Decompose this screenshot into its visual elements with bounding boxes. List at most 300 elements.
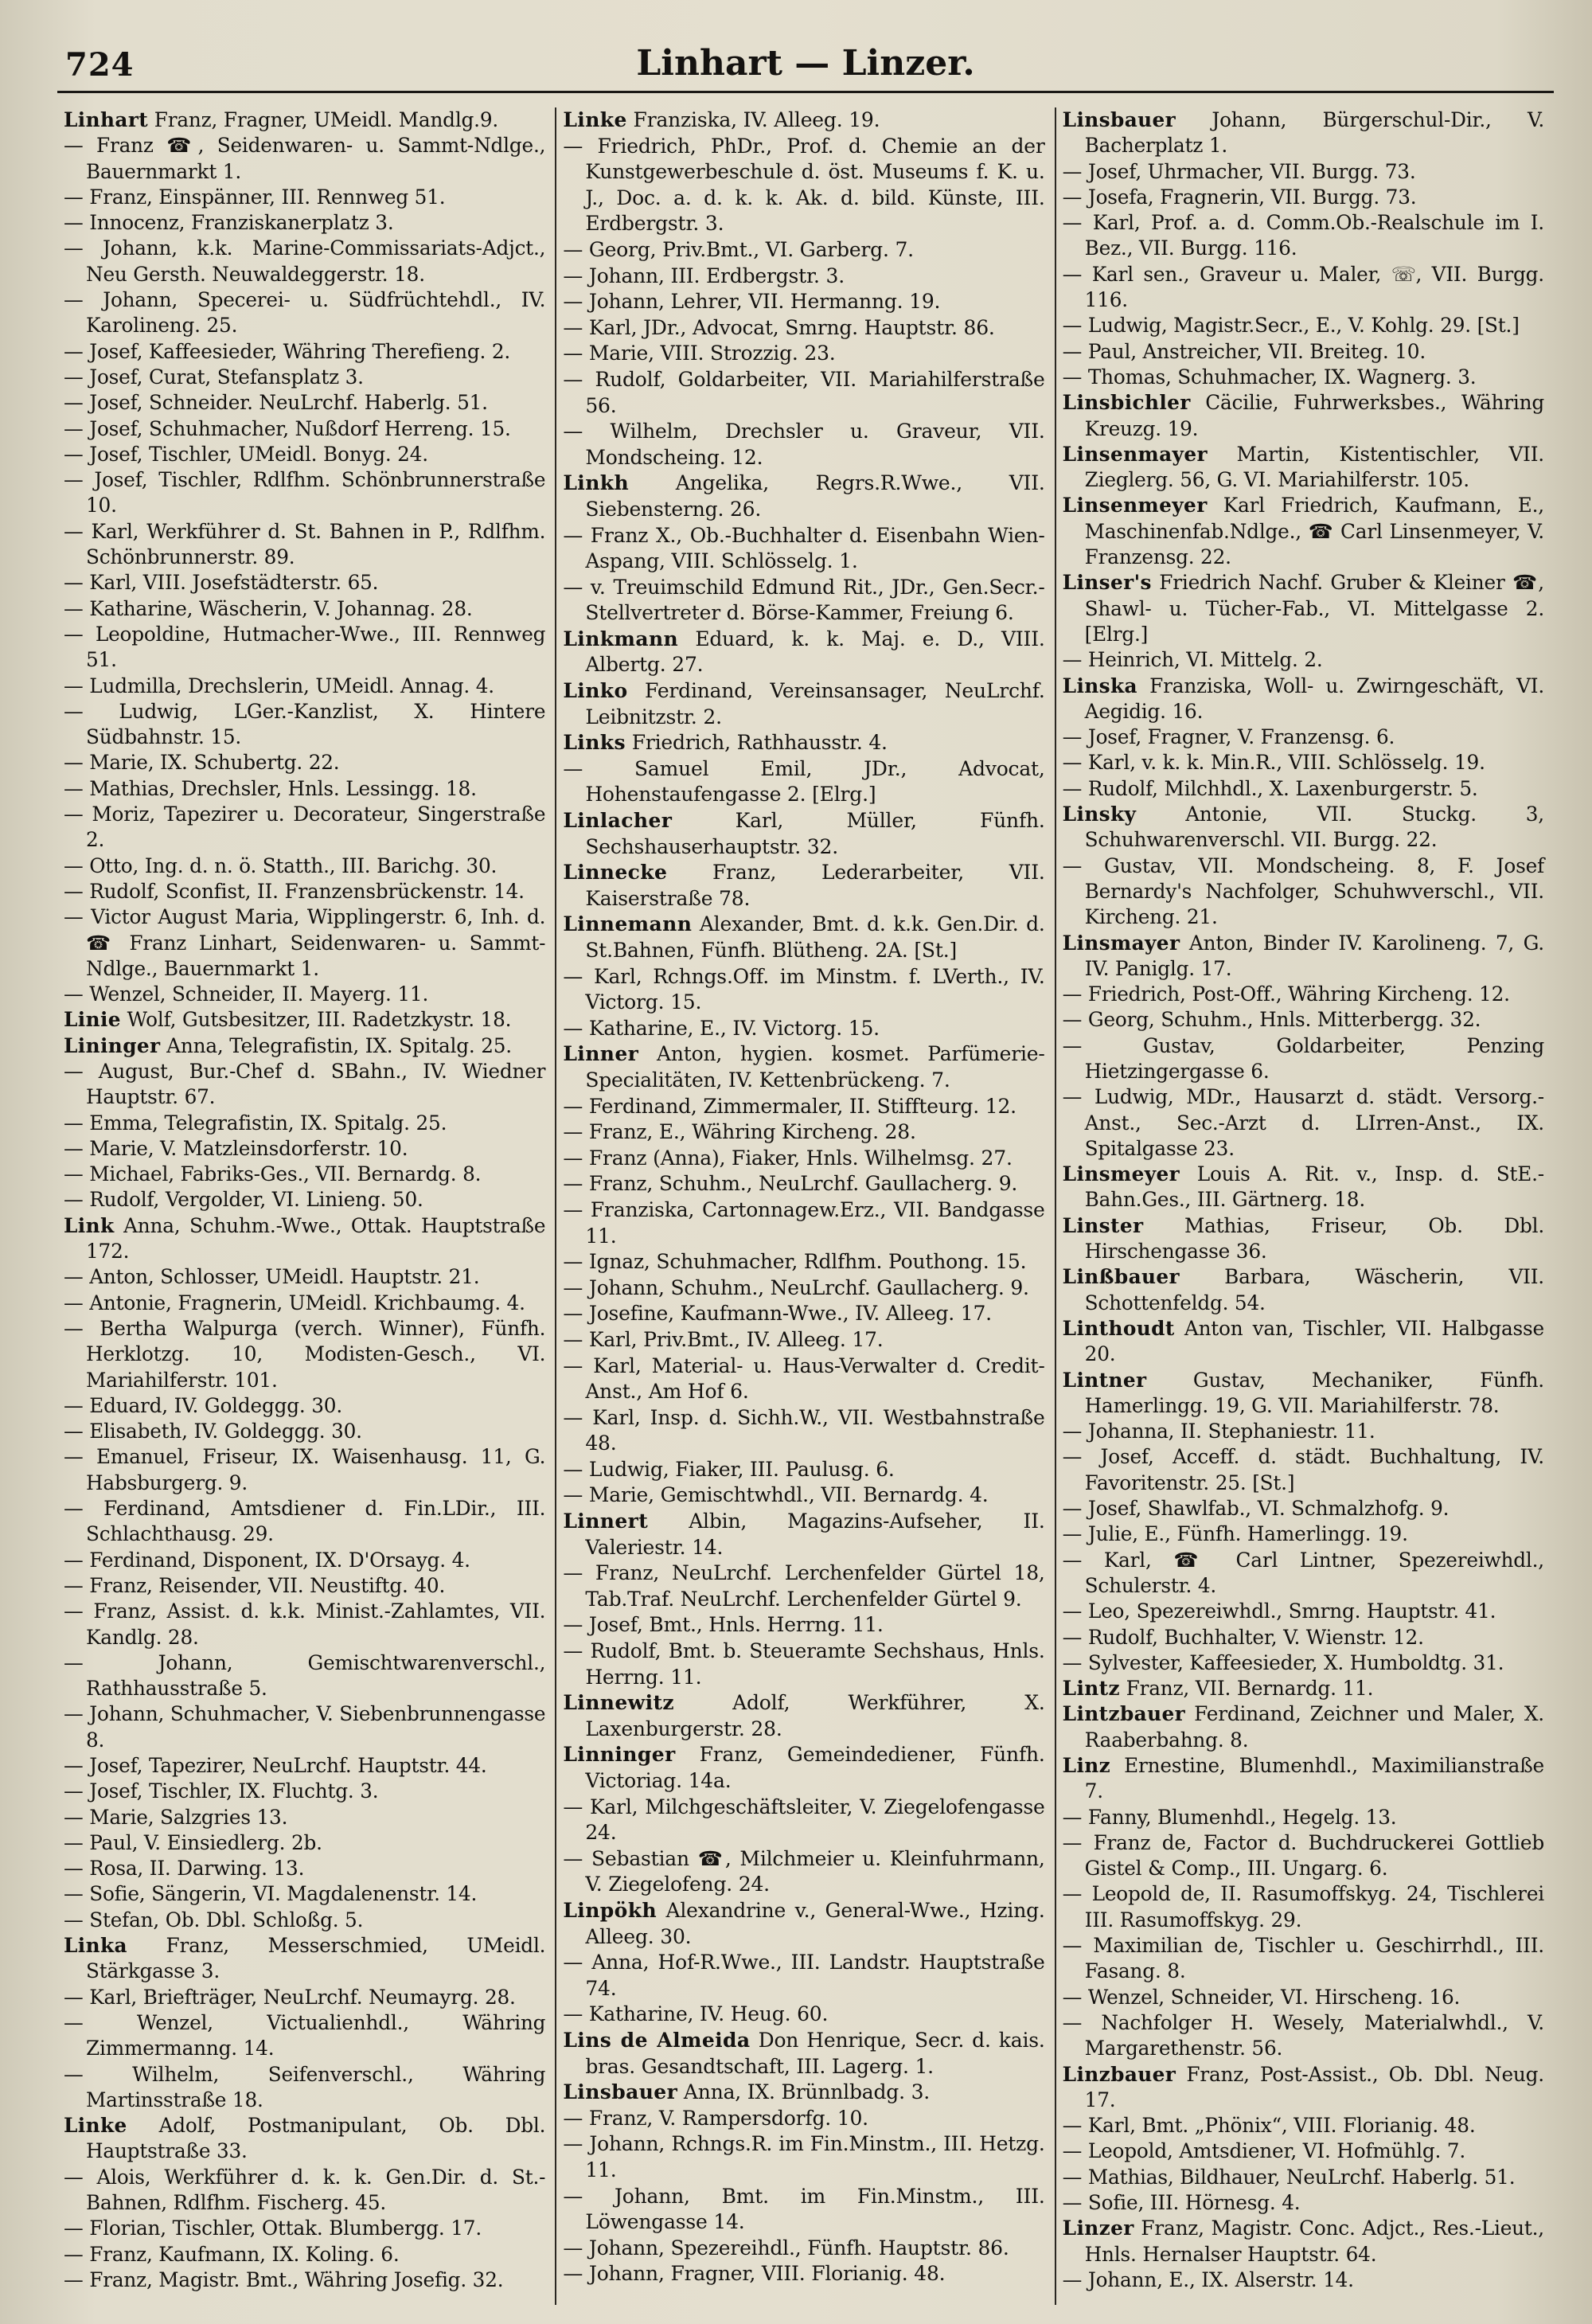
entry-text: — Alois, Werkführer d. k. k. Gen.Dir. d. St.-Bahnen, Rdlfhm. Fischerg. 45. bbox=[64, 2165, 546, 2215]
entry-text: — Josef, Curat, Stefansplatz 3. bbox=[64, 365, 364, 389]
directory-entry bbox=[563, 1171, 1044, 1197]
entry-surname: Linlacher bbox=[563, 809, 673, 833]
directory-entry bbox=[1063, 1599, 1544, 1624]
column-right bbox=[1055, 107, 1554, 2305]
columns bbox=[57, 107, 1554, 2305]
entry-text: — Josef, Tischler, IX. Fluchtg. 3. bbox=[64, 1779, 379, 1803]
entry-text: — Johanna, II. Stephaniestr. 11. bbox=[1062, 1420, 1375, 1443]
entry-surname: Linnert bbox=[563, 1510, 649, 1533]
entry-text: Franziska, Woll- u. Zwirngeschäft, VI. Aegidig. 16. bbox=[1084, 674, 1544, 723]
directory-entry bbox=[64, 904, 545, 982]
entry-text: — Katharine, E., IV. Victorg. 15. bbox=[563, 1016, 880, 1040]
entry-text: — Karl, ☎ Carl Lintner, Spezereiwhdl., Schulerstr. 4. bbox=[1062, 1548, 1544, 1597]
entry-text: — Ignaz, Schuhmacher, Rdlfhm. Pouthong. 15. bbox=[563, 1250, 1027, 1274]
directory-entry bbox=[1063, 725, 1544, 750]
entry-surname: Linsenmayer bbox=[1062, 442, 1208, 466]
entry-text: — Karl, Milchgeschäftsleiter, V. Ziegelofengasse 24. bbox=[563, 1795, 1045, 1845]
entry-text: — Karl, Material- u. Haus-Verwalter d. Credit-Anst., Am Hof 6. bbox=[563, 1353, 1045, 1404]
directory-entry bbox=[563, 367, 1044, 419]
entry-surname: Linninger bbox=[563, 1743, 676, 1767]
entry-text: Karl Friedrich, Kaufmann, E., Maschinenfab.Ndlge., ☎ Carl Linsenmeyer, V. Franzensg. 22. bbox=[1084, 494, 1544, 569]
entry-text: — Johann, Schuhmacher, V. Siebenbrunnengasse 8. bbox=[64, 1702, 546, 1752]
entry-text: — Josefa, Fragnerin, VII. Burgg. 73. bbox=[1062, 185, 1417, 209]
entry-text: — Rudolf, Sconfist, II. Franzensbrückenstr. 14. bbox=[64, 879, 525, 903]
directory-entry bbox=[64, 1316, 545, 1393]
entry-text: — Mathias, Drechsler, Hnls. Lessingg. 18. bbox=[64, 776, 477, 800]
entry-text: — Karl, Priv.Bmt., IV. Alleeg. 17. bbox=[563, 1327, 884, 1351]
directory-entry bbox=[64, 185, 545, 210]
entry-surname: Lintner bbox=[1062, 1368, 1147, 1392]
entry-text: Franz, Messerschmied, UMeidl. Stärkgasse 3. bbox=[86, 1934, 546, 1983]
entry-text: Gustav, Mechaniker, Fünfh. Hamerlingg. 19, G. VII. Mariahilferstr. 78. bbox=[1084, 1368, 1544, 1417]
directory-entry bbox=[1063, 853, 1544, 931]
directory-entry bbox=[64, 1264, 545, 1290]
directory-entry bbox=[1063, 2267, 1544, 2293]
entry-text: — Heinrich, VI. Mittelg. 2. bbox=[1062, 648, 1323, 672]
entry-text: — Bertha Walpurga (verch. Winner), Fünfh. Herklotzg. 10, Modisten-Gesch., VI. Mariahilferstr. 101. bbox=[64, 1316, 546, 1392]
entry-text: — Paul, V. Einsiedlerg. 2b. bbox=[64, 1830, 322, 1854]
entry-text: Ernestine, Blumenhdl., Maximilianstraße 7. bbox=[1084, 1754, 1544, 1803]
directory-entry bbox=[64, 210, 545, 236]
directory-entry bbox=[64, 1059, 545, 1111]
directory-entry bbox=[64, 570, 545, 596]
directory-entry bbox=[563, 523, 1044, 575]
directory-entry bbox=[64, 1162, 545, 1187]
directory-entry bbox=[563, 1327, 1044, 1353]
entry-surname: Linkh bbox=[563, 471, 630, 495]
directory-entry bbox=[64, 1856, 545, 1881]
entry-text: — Franz (Anna), Fiaker, Hnls. Wilhelmsg. 27. bbox=[563, 1146, 1013, 1170]
directory-entry bbox=[64, 1548, 545, 1573]
directory-entry bbox=[64, 1187, 545, 1213]
entry-surname: Linska bbox=[1062, 674, 1137, 697]
directory-entry bbox=[563, 2261, 1044, 2287]
directory-entry bbox=[1063, 982, 1544, 1007]
entry-text: — Johann, Spezereihdl., Fünfh. Hauptstr. 86. bbox=[563, 2236, 1009, 2260]
directory-entry bbox=[64, 982, 545, 1007]
entry-text: — Marie, VIII. Strozzig. 23. bbox=[563, 342, 836, 365]
entry-text: — Wenzel, Schneider, VI. Hirscheng. 16. bbox=[1062, 1985, 1461, 2009]
directory-entry bbox=[64, 1650, 545, 1702]
directory-entry bbox=[1063, 776, 1544, 802]
entry-surname: Lins de Almeida bbox=[563, 2028, 751, 2052]
directory-entry bbox=[1063, 1625, 1544, 1650]
entry-text: — Karl, Rchngs.Off. im Minstm. f. LVerth., IV. Victorg. 15. bbox=[563, 964, 1045, 1014]
entry-text: Anna, IX. Brünnlbadg. 3. bbox=[677, 2080, 931, 2104]
entry-text: Franz, Fragner, UMeidl. Mandlg.9. bbox=[148, 108, 499, 131]
entry-text: — Wilhelm, Seifenverschl., Währing Martinsstraße 18. bbox=[64, 2062, 546, 2111]
directory-entry bbox=[563, 808, 1044, 860]
directory-entry bbox=[64, 1291, 545, 1316]
entry-text: — Josef, Uhrmacher, VII. Burgg. 73. bbox=[1062, 159, 1416, 183]
directory-entry bbox=[563, 1509, 1044, 1560]
page-number: 724 bbox=[65, 46, 135, 84]
entry-text: — Johann, Rchngs.R. im Fin.Minstm., III. Hetzg. 11. bbox=[563, 2132, 1045, 2181]
entry-text: — Thomas, Schuhmacher, IX. Wagnerg. 3. bbox=[1062, 365, 1477, 389]
entry-text: Karl, Müller, Fünfh. Sechshauserhauptstr. 32. bbox=[585, 809, 1045, 858]
entry-text: — Franz, V. Rampersdorfg. 10. bbox=[563, 2106, 868, 2130]
entry-text: — Ludmilla, Drechslerin, UMeidl. Annag. 4. bbox=[64, 674, 494, 697]
directory-entry bbox=[64, 1599, 545, 1650]
entry-text: Friedrich, Rathhausstr. 4. bbox=[625, 731, 888, 755]
entry-text: — v. Treuimschild Edmund Rit., JDr., Gen.Secr.-Stellvertreter d. Börse-Kammer, Freiung 6. bbox=[563, 575, 1045, 625]
entry-text: — Innocenz, Franziskanerplatz 3. bbox=[64, 211, 394, 235]
entry-text: — Maximilian de, Tischler u. Geschirrhdl., III. Fasang. 8. bbox=[1062, 1934, 1544, 1983]
entry-text: — Paul, Anstreicher, VII. Breiteg. 10. bbox=[1062, 339, 1426, 363]
directory-entry bbox=[1063, 2010, 1544, 2062]
entry-surname: Linke bbox=[563, 108, 627, 131]
entry-surname: Linsbauer bbox=[1062, 108, 1176, 131]
entry-text: Wolf, Gutsbesitzer, III. Radetzkystr. 18. bbox=[120, 1008, 512, 1032]
directory-entry bbox=[563, 912, 1044, 963]
entry-text: — Marie, Gemischtwhdl., VII. Bernardg. 4. bbox=[563, 1483, 989, 1507]
entry-text: — Johann, Fragner, VIII. Florianig. 48. bbox=[563, 2262, 946, 2286]
directory-entry bbox=[64, 776, 545, 802]
entry-text: — Emma, Telegrafistin, IX. Spitalg. 25. bbox=[64, 1111, 447, 1135]
directory-entry bbox=[1063, 339, 1544, 365]
directory-entry bbox=[563, 1612, 1044, 1639]
entry-text: — Ludwig, Magistr.Secr., E., V. Kohlg. 29. [St.] bbox=[1062, 314, 1520, 338]
directory-entry bbox=[64, 1419, 545, 1444]
entry-text: Anton van, Tischler, VII. Halbgasse 20. bbox=[1084, 1316, 1544, 1366]
directory-entry bbox=[1063, 2190, 1544, 2216]
entry-text: — Johann, E., IX. Alserstr. 14. bbox=[1062, 2267, 1354, 2291]
entry-text: — Katharine, IV. Heug. 60. bbox=[563, 2002, 829, 2026]
page-header bbox=[57, 41, 1554, 93]
directory-entry bbox=[64, 622, 545, 674]
directory-entry bbox=[1063, 1162, 1544, 1213]
entry-surname: Lintzbauer bbox=[1062, 1702, 1186, 1726]
directory-entry bbox=[1063, 1650, 1544, 1676]
entry-text: Alexander, Bmt. d. k.k. Gen.Dir. d. St.Bahnen, Fünfh. Blütheng. 2A. [St.] bbox=[585, 912, 1045, 962]
entry-text: — Franz X., Ob.-Buchhalter d. Eisenbahn Wien-Aspang, VIII. Schlösselg. 1. bbox=[563, 523, 1045, 573]
directory-entry bbox=[64, 2062, 545, 2114]
directory-entry bbox=[1063, 1805, 1544, 1830]
entry-text: — Fanny, Blumenhdl., Hegelg. 13. bbox=[1062, 1805, 1397, 1829]
directory-entry bbox=[64, 1805, 545, 1830]
entry-text: Anton, Binder IV. Karolineng. 7, G. IV. Paniglg. 17. bbox=[1084, 931, 1544, 980]
directory-entry bbox=[1063, 1701, 1544, 1753]
directory-entry bbox=[563, 1016, 1044, 1042]
entry-text: Adolf, Postmanipulant, Ob. Dbl. Hauptstraße 33. bbox=[86, 2114, 546, 2163]
entry-text: — Sebastian ☎, Milchmeier u. Kleinfuhrmann, V. Ziegelofeng. 24. bbox=[563, 1846, 1045, 1896]
entry-text: Mathias, Friseur, Ob. Dbl. Hirschengasse 36. bbox=[1084, 1213, 1544, 1264]
directory-entry bbox=[1063, 1316, 1544, 1368]
directory-entry bbox=[563, 2080, 1044, 2106]
entry-surname: Linie bbox=[64, 1008, 121, 1032]
directory-entry bbox=[563, 2236, 1044, 2262]
directory-entry bbox=[1063, 1881, 1544, 1933]
entry-text: Martin, Kistentischler, VII. Zieglerg. 56, G. VI. Mariahilferstr. 105. bbox=[1084, 442, 1544, 492]
entry-text: — Sofie, III. Hörnesg. 4. bbox=[1062, 2191, 1301, 2215]
directory-entry bbox=[1063, 2062, 1544, 2114]
directory-entry bbox=[1063, 2165, 1544, 2190]
entry-text: Anna, Telegrafistin, IX. Spitalg. 25. bbox=[160, 1033, 512, 1057]
entry-surname: Lintz bbox=[1062, 1677, 1120, 1701]
entry-text: Franz, Lederarbeiter, VII. Kaiserstraße 78. bbox=[585, 861, 1045, 910]
directory-entry bbox=[1063, 185, 1544, 210]
directory-entry bbox=[64, 1213, 545, 1265]
entry-surname: Linnewitz bbox=[563, 1691, 675, 1715]
directory-entry bbox=[64, 467, 545, 519]
directory-entry bbox=[1063, 262, 1544, 314]
entry-text: Louis A. Rit. v., Insp. d. StE.-Bahn.Ges., III. Gärtnerg. 18. bbox=[1084, 1162, 1544, 1212]
entry-text: — Rosa, II. Darwing. 13. bbox=[64, 1857, 305, 1881]
entry-text: — Anton, Schlosser, UMeidl. Hauptstr. 21. bbox=[64, 1265, 480, 1289]
entry-text: — Ludwig, LGer.-Kanzlist, X. Hintere Südbahnstr. 15. bbox=[64, 699, 546, 749]
directory-entry bbox=[563, 289, 1044, 315]
directory-entry bbox=[1063, 1676, 1544, 1701]
directory-entry bbox=[1063, 2216, 1544, 2267]
directory-entry bbox=[64, 699, 545, 751]
entry-text: Johann, Bürgerschul-Dir., V. Bacherplatz 1. bbox=[1084, 108, 1544, 158]
directory-entry bbox=[563, 107, 1044, 134]
entry-text: — Ferdinand, Amtsdiener d. Fin.LDir., III. Schlachthausg. 29. bbox=[64, 1497, 546, 1546]
entry-text: — Emanuel, Friseur, IX. Waisenhausg. 11, G. Habsburgerg. 9. bbox=[64, 1445, 546, 1494]
directory-entry bbox=[563, 1146, 1044, 1172]
entry-text: — Ferdinand, Zimmermaler, II. Stiffteurg. 12. bbox=[563, 1094, 1016, 1118]
entry-surname: Linko bbox=[563, 679, 628, 703]
entry-text: — Marie, V. Matzleinsdorferstr. 10. bbox=[64, 1136, 408, 1160]
entry-surname: Linsbichler bbox=[1062, 391, 1191, 415]
entry-text: — Nachfolger H. Wesely, Materialwhdl., V. Margarethenstr. 56. bbox=[1062, 2010, 1544, 2060]
directory-entry bbox=[64, 1444, 545, 1496]
directory-entry bbox=[1063, 750, 1544, 775]
entry-text: — Johann, Bmt. im Fin.Minstm., III. Löwengasse 14. bbox=[563, 2184, 1045, 2234]
entry-text: — Ferdinand, Disponent, IX. D'Orsayg. 4. bbox=[64, 1548, 470, 1572]
entry-text: — Rudolf, Goldarbeiter, VII. Mariahilferstraße 56. bbox=[563, 367, 1045, 417]
directory-entry bbox=[1063, 1368, 1544, 1420]
entry-text: Friedrich Nachf. Gruber & Kleiner ☎, Shawl- u. Tücher-Fab., VI. Mittelgasse 2. [Elrg.] bbox=[1084, 571, 1544, 646]
directory-entry bbox=[563, 1353, 1044, 1405]
entry-text: — Anna, Hof-R.Wwe., III. Landstr. Hauptstraße 74. bbox=[563, 1951, 1045, 2000]
column-left bbox=[57, 107, 555, 2305]
entry-text: — Josef, Bmt., Hnls. Herrng. 11. bbox=[563, 1613, 884, 1637]
directory-entry bbox=[64, 802, 545, 853]
directory-entry bbox=[64, 1701, 545, 1753]
entry-text: — Karl, Bmt. „Phönix“, VIII. Florianig. 48. bbox=[1062, 2114, 1476, 2138]
directory-entry bbox=[563, 1249, 1044, 1275]
entry-surname: Linke bbox=[64, 2114, 127, 2138]
entry-surname: Linnemann bbox=[563, 912, 693, 936]
running-title: Linhart — Linzer. bbox=[636, 43, 975, 84]
directory-entry bbox=[64, 339, 545, 365]
entry-text: — Josef, Tischler, Rdlfhm. Schönbrunnerstraße 10. bbox=[64, 468, 546, 518]
directory-entry bbox=[1063, 570, 1544, 647]
entry-surname: Linßbauer bbox=[1062, 1265, 1180, 1289]
directory-entry bbox=[563, 1275, 1044, 1302]
directory-entry bbox=[563, 730, 1044, 756]
entry-surname: Linsbauer bbox=[563, 2080, 678, 2104]
entry-text: — Georg, Schuhm., Hnls. Mitterbergg. 32. bbox=[1062, 1008, 1481, 1032]
directory-entry bbox=[64, 879, 545, 904]
entry-text: Ferdinand, Zeichner und Maler, X. Raaberbahng. 8. bbox=[1084, 1702, 1544, 1752]
entry-surname: Linsenmeyer bbox=[1062, 494, 1208, 518]
directory-entry bbox=[1063, 159, 1544, 185]
entry-text: — Elisabeth, IV. Goldeggg. 30. bbox=[64, 1420, 362, 1443]
entry-text: — August, Bur.-Chef d. SBahn., IV. Wiedner Hauptstr. 67. bbox=[64, 1059, 546, 1109]
entry-text: — Otto, Ing. d. n. ö. Statth., III. Barichg. 30. bbox=[64, 853, 498, 877]
entry-text: — Karl, v. k. k. Min.R., VIII. Schlösselg. 19. bbox=[1062, 751, 1485, 775]
directory-entry bbox=[1063, 1213, 1544, 1265]
entry-text: — Franziska, Cartonnagew.Erz., VII. Bandgasse 11. bbox=[563, 1197, 1045, 1248]
directory-entry bbox=[563, 1301, 1044, 1327]
directory-entry bbox=[563, 1950, 1044, 2002]
entry-text: — Franz, Kaufmann, IX. Koling. 6. bbox=[64, 2242, 400, 2266]
directory-entry bbox=[1063, 1496, 1544, 1521]
entry-text: Don Henrique, Secr. d. kais. bras. Gesandtschaft, III. Lagerg. 1. bbox=[585, 2028, 1045, 2078]
entry-surname: Linzbauer bbox=[1062, 2062, 1176, 2086]
directory-entry bbox=[1063, 647, 1544, 673]
directory-entry bbox=[64, 1908, 545, 1933]
directory-entry bbox=[64, 1393, 545, 1419]
directory-entry bbox=[64, 2010, 545, 2062]
directory-entry bbox=[1063, 931, 1544, 982]
directory-entry bbox=[64, 674, 545, 699]
directory-entry bbox=[64, 1496, 545, 1548]
entry-text: — Julie, E., Fünfh. Hamerlingg. 19. bbox=[1062, 1522, 1408, 1546]
directory-entry bbox=[563, 627, 1044, 678]
directory-entry bbox=[1063, 493, 1544, 570]
entry-text: Barbara, Wäscherin, VII. Schottenfeldg. 54. bbox=[1084, 1265, 1544, 1314]
directory-entry bbox=[64, 1830, 545, 1856]
entry-text: Ferdinand, Vereinsansager, NeuLrchf. Leibnitzstr. 2. bbox=[585, 679, 1045, 728]
entry-text: — Leopold de, II. Rasumoffskyg. 24, Tischlerei III. Rasumoffskyg. 29. bbox=[1062, 1882, 1544, 1931]
entry-text: — Franz de, Factor d. Buchdruckerei Gottlieb Gistel & Comp., III. Ungarg. 6. bbox=[1062, 1830, 1544, 1881]
entry-text: — Josef, Schneider. NeuLrchf. Haberlg. 51. bbox=[64, 391, 488, 415]
entry-text: — Rudolf, Bmt. b. Steueramte Sechshaus, Hnls. Herrng. 11. bbox=[563, 1639, 1045, 1689]
directory-entry bbox=[64, 1007, 545, 1033]
entry-text: — Karl, Prof. a. d. Comm.Ob.-Realschule im I. Bez., VII. Burgg. 116. bbox=[1062, 211, 1544, 260]
directory-entry bbox=[1063, 1548, 1544, 1599]
entry-text: — Josef, Tischler, UMeidl. Bonyg. 24. bbox=[64, 442, 428, 466]
entry-surname: Lininger bbox=[64, 1033, 161, 1057]
entry-surname: Linser's bbox=[1062, 571, 1152, 595]
entry-surname: Linsky bbox=[1062, 803, 1137, 826]
entry-surname: Linhart bbox=[64, 108, 149, 131]
entry-text: — Leopold, Amtsdiener, VI. Hofmühlg. 7. bbox=[1062, 2139, 1466, 2163]
directory-entry bbox=[64, 287, 545, 339]
entry-surname: Linsmayer bbox=[1062, 931, 1180, 955]
entry-text: Alexandrine v., General-Wwe., Hzing. Alleeg. 30. bbox=[585, 1898, 1045, 1948]
directory-entry bbox=[1063, 1753, 1544, 1805]
entry-text: Adolf, Werkführer, X. Laxenburgerstr. 28. bbox=[585, 1691, 1045, 1740]
entry-text: — Ludwig, Fiaker, III. Paulusg. 6. bbox=[563, 1457, 895, 1481]
entry-text: — Marie, IX. Schubertg. 22. bbox=[64, 751, 340, 775]
entry-text: Angelika, Regrs.R.Wwe., VII. Siebensterng. 26. bbox=[585, 471, 1045, 521]
directory-entry bbox=[563, 1119, 1044, 1146]
entry-text: — Sofie, Sängerin, VI. Magdalenenstr. 14. bbox=[64, 1882, 478, 1906]
directory-entry bbox=[563, 134, 1044, 237]
entry-text: Franz, Post-Assist., Ob. Dbl. Neug. 17. bbox=[1084, 2062, 1544, 2111]
entry-surname: Linnecke bbox=[563, 861, 668, 885]
directory-entry bbox=[1063, 1933, 1544, 1985]
entry-surname: Linster bbox=[1062, 1213, 1144, 1237]
directory-entry bbox=[1063, 1033, 1544, 1085]
entry-text: — Moriz, Tapezirer u. Decorateur, Singerstraße 2. bbox=[64, 803, 546, 852]
entry-text: — Franz, Reisender, VII. Neustiftg. 40. bbox=[64, 1573, 446, 1597]
entry-text: — Victor August Maria, Wipplingerstr. 6, Inh. d. ☎ Franz Linhart, Seidenwaren- u. Sammt-Ndlge., Bauernmarkt 1. bbox=[64, 905, 546, 980]
entry-text: — Johann, k.k. Marine-Commissariats-Adjct., Neu Gersth. Neuwaldeggerstr. 18. bbox=[64, 236, 546, 286]
directory-entry bbox=[64, 365, 545, 390]
directory-entry bbox=[563, 1457, 1044, 1483]
directory-entry bbox=[563, 1197, 1044, 1249]
entry-text: — Johann, III. Erdbergstr. 3. bbox=[563, 264, 845, 287]
directory-entry bbox=[64, 2113, 545, 2165]
directory-entry bbox=[1063, 1007, 1544, 1033]
directory-entry bbox=[563, 2002, 1044, 2028]
directory-entry bbox=[64, 1985, 545, 2010]
directory-entry bbox=[64, 1779, 545, 1804]
directory-entry bbox=[1063, 365, 1544, 390]
column-middle bbox=[555, 107, 1054, 2305]
entry-text: — Rudolf, Vergolder, VI. Linieng. 50. bbox=[64, 1188, 423, 1212]
directory-entry bbox=[64, 236, 545, 287]
directory-entry bbox=[563, 1742, 1044, 1794]
directory-entry bbox=[64, 390, 545, 416]
entry-text: — Franz, E., Währing Kircheng. 28. bbox=[563, 1120, 916, 1144]
entry-surname: Linthoudt bbox=[1062, 1316, 1175, 1340]
entry-text: Franziska, IV. Alleeg. 19. bbox=[626, 108, 880, 131]
directory-entry bbox=[64, 1881, 545, 1907]
directory-entry bbox=[563, 315, 1044, 342]
entry-text: — Gustav, Goldarbeiter, Penzing Hietzingergasse 6. bbox=[1062, 1033, 1544, 1083]
entry-text: — Wilhelm, Drechsler u. Graveur, VII. Mondscheing. 12. bbox=[563, 420, 1045, 469]
entry-text: — Josef, Shawlfab., VI. Schmalzhofg. 9. bbox=[1062, 1497, 1450, 1521]
directory-entry bbox=[563, 1690, 1044, 1742]
directory-entry bbox=[563, 860, 1044, 912]
entry-text: — Marie, Salzgries 13. bbox=[64, 1805, 288, 1829]
directory-entry bbox=[563, 1795, 1044, 1846]
directory-entry bbox=[1063, 1084, 1544, 1162]
entry-text: — Karl, Briefträger, NeuLrchf. Neumayrg. 28. bbox=[64, 1985, 516, 2009]
directory-entry bbox=[563, 2028, 1044, 2080]
directory-entry bbox=[64, 416, 545, 442]
entry-text: — Leopoldine, Hutmacher-Wwe., III. Rennweg 51. bbox=[64, 622, 546, 672]
directory-entry bbox=[1063, 210, 1544, 262]
entry-text: — Rudolf, Milchhdl., X. Laxenburgerstr. 5. bbox=[1062, 776, 1478, 800]
directory-entry bbox=[563, 1560, 1044, 1612]
directory-entry bbox=[1063, 390, 1544, 442]
entry-text: — Josef, Acceff. d. städt. Buchhaltung, IV. Favoritenstr. 25. [St.] bbox=[1062, 1445, 1544, 1494]
entry-text: — Georg, Priv.Bmt., VI. Garberg. 7. bbox=[563, 237, 914, 261]
directory-entry bbox=[64, 2267, 545, 2293]
directory-entry bbox=[1063, 107, 1544, 159]
entry-text: Cäcilie, Fuhrwerksbes., Währing Kreuzg. 19. bbox=[1084, 391, 1544, 440]
entry-text: — Michael, Fabriks-Ges., VII. Bernardg. 8. bbox=[64, 1162, 482, 1186]
entry-text: — Franz, NeuLrchf. Lerchenfelder Gürtel 18, Tab.Traf. NeuLrchf. Lerchenfelder Gürtel 9. bbox=[563, 1561, 1045, 1611]
directory-entry bbox=[563, 1846, 1044, 1898]
directory-entry bbox=[563, 756, 1044, 808]
entry-text: — Leo, Spezereiwhdl., Smrng. Hauptstr. 41. bbox=[1062, 1599, 1496, 1623]
entry-surname: Linpökh bbox=[563, 1898, 657, 1922]
directory-entry bbox=[64, 1753, 545, 1779]
entry-text: Anton, hygien. kosmet. Parfümerie-Specialitäten, IV. Kettenbrückeng. 7. bbox=[585, 1042, 1045, 1092]
entry-text: — Josef, Kaffeesieder, Währing Therefieng. 2. bbox=[64, 339, 511, 363]
entry-text: — Franz, Magistr. Bmt., Währing Josefig. 32. bbox=[64, 2267, 504, 2291]
entry-text: — Antonie, Fragnerin, UMeidl. Krichbaumg. 4. bbox=[64, 1291, 525, 1314]
directory-entry bbox=[563, 2106, 1044, 2132]
entry-text: Antonie, VII. Stuckg. 3, Schuhwarenverschl. VII. Burgg. 22. bbox=[1084, 803, 1544, 852]
entry-text: — Karl, VIII. Josefstädterstr. 65. bbox=[64, 571, 379, 595]
directory-entry bbox=[64, 1033, 545, 1059]
directory-entry bbox=[563, 419, 1044, 471]
directory-entry bbox=[563, 341, 1044, 367]
entry-text: — Wenzel, Schneider, II. Mayerg. 11. bbox=[64, 982, 429, 1006]
entry-text: — Franz ☎, Seidenwaren- u. Sammt-Ndlge., Bauernmarkt 1. bbox=[64, 134, 546, 183]
directory-entry bbox=[563, 237, 1044, 264]
directory-entry bbox=[1063, 802, 1544, 853]
